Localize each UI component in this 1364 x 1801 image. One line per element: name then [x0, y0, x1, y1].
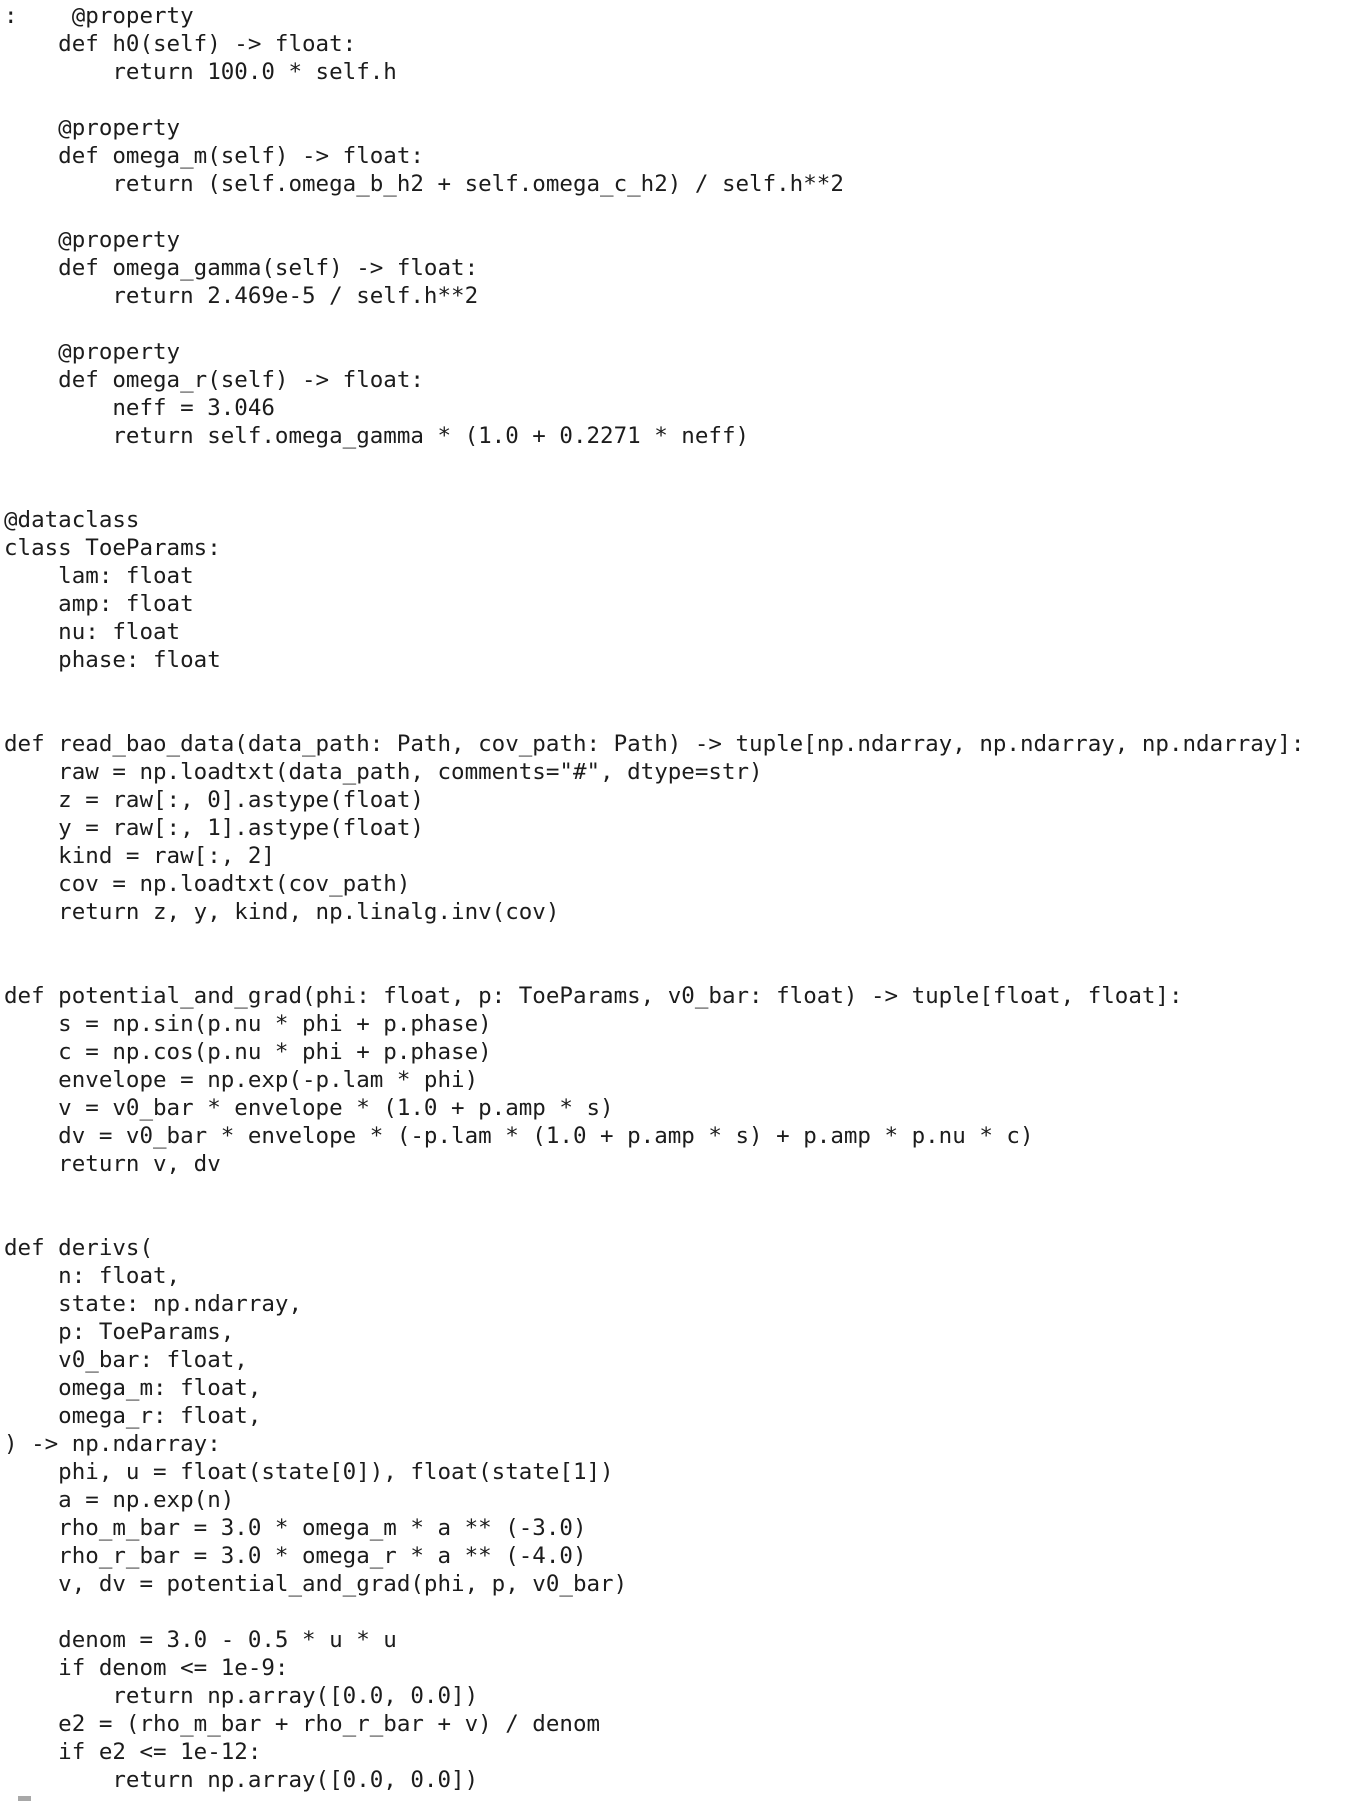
code-line: y = raw[:, 1].astype(float)	[4, 815, 424, 841]
code-line: def omega_gamma(self) -> float:	[4, 255, 479, 281]
code-line: z = raw[:, 0].astype(float)	[4, 787, 424, 813]
code-line: : @property	[4, 3, 194, 29]
code-line	[4, 702, 1304, 730]
code-line: kind = raw[:, 2]	[4, 843, 275, 869]
code-line: rho_r_bar = 3.0 * omega_r * a ** (-4.0)	[4, 1543, 587, 1569]
code-line: denom = 3.0 - 0.5 * u * u	[4, 1627, 397, 1653]
code-line: return z, y, kind, np.linalg.inv(cov)	[4, 899, 560, 925]
code-line: return v, dv	[4, 1151, 221, 1177]
code-line: p: ToeParams,	[4, 1319, 235, 1345]
code-line: state: np.ndarray,	[4, 1291, 303, 1317]
code-line: raw = np.loadtxt(data_path, comments="#", dtype=str)	[4, 759, 763, 785]
code-line	[4, 1206, 1304, 1234]
code-text-area[interactable]	[4, 2, 1304, 1794]
code-line	[4, 310, 1304, 338]
code-line: return self.omega_gamma * (1.0 + 0.2271 * neff)	[4, 423, 750, 449]
code-line: rho_m_bar = 3.0 * omega_m * a ** (-3.0)	[4, 1515, 587, 1541]
code-line: def h0(self) -> float:	[4, 31, 357, 57]
code-line: @dataclass	[4, 507, 140, 533]
code-line: @property	[4, 115, 181, 141]
terminal-cursor	[18, 1796, 31, 1801]
code-line: a = np.exp(n)	[4, 1487, 235, 1513]
code-line: envelope = np.exp(-p.lam * phi)	[4, 1067, 479, 1093]
code-line	[4, 1178, 1304, 1206]
code-line: return 2.469e-5 / self.h**2	[4, 283, 479, 309]
code-line: if denom <= 1e-9:	[4, 1655, 289, 1681]
code-line	[4, 450, 1304, 478]
code-line: v, dv = potential_and_grad(phi, p, v0_bar)	[4, 1571, 628, 1597]
code-line: lam: float	[4, 563, 194, 589]
code-line	[4, 674, 1304, 702]
code-line: nu: float	[4, 619, 181, 645]
code-line: cov = np.loadtxt(cov_path)	[4, 871, 411, 897]
code-line: omega_m: float,	[4, 1375, 262, 1401]
code-line: @property	[4, 339, 181, 365]
code-line: s = np.sin(p.nu * phi + p.phase)	[4, 1011, 492, 1037]
code-line: v = v0_bar * envelope * (1.0 + p.amp * s)	[4, 1095, 614, 1121]
code-line: omega_r: float,	[4, 1403, 262, 1429]
code-line	[4, 954, 1304, 982]
code-line: phi, u = float(state[0]), float(state[1])	[4, 1459, 614, 1485]
code-line: ) -> np.ndarray:	[4, 1431, 221, 1457]
code-line: def derivs(	[4, 1235, 154, 1261]
code-line: def read_bao_data(data_path: Path, cov_path: Path) -> tuple[np.ndarray, np.ndarray, np.ndarray]:	[4, 731, 1305, 757]
code-line: class ToeParams:	[4, 535, 221, 561]
code-line: amp: float	[4, 591, 194, 617]
code-line: c = np.cos(p.nu * phi + p.phase)	[4, 1039, 492, 1065]
code-line: def potential_and_grad(phi: float, p: ToeParams, v0_bar: float) -> tuple[float, float]:	[4, 983, 1183, 1009]
code-line	[4, 86, 1304, 114]
code-line: e2 = (rho_m_bar + rho_r_bar + v) / denom	[4, 1711, 601, 1737]
code-line: def omega_m(self) -> float:	[4, 143, 424, 169]
code-line: phase: float	[4, 647, 221, 673]
code-line: return 100.0 * self.h	[4, 59, 397, 85]
code-line: @property	[4, 227, 181, 253]
code-line: neff = 3.046	[4, 395, 275, 421]
code-line: if e2 <= 1e-12:	[4, 1739, 262, 1765]
code-line: return np.array([0.0, 0.0])	[4, 1683, 479, 1709]
code-line	[4, 1598, 1304, 1626]
code-line: dv = v0_bar * envelope * (-p.lam * (1.0 + p.amp * s) + p.amp * p.nu * c)	[4, 1123, 1034, 1149]
code-line	[4, 926, 1304, 954]
code-line: return np.array([0.0, 0.0])	[4, 1767, 479, 1793]
code-line: def omega_r(self) -> float:	[4, 367, 424, 393]
code-line: return (self.omega_b_h2 + self.omega_c_h2) / self.h**2	[4, 171, 844, 197]
code-line	[4, 198, 1304, 226]
code-line: v0_bar: float,	[4, 1347, 248, 1373]
code-line: n: float,	[4, 1263, 181, 1289]
code-line	[4, 478, 1304, 506]
